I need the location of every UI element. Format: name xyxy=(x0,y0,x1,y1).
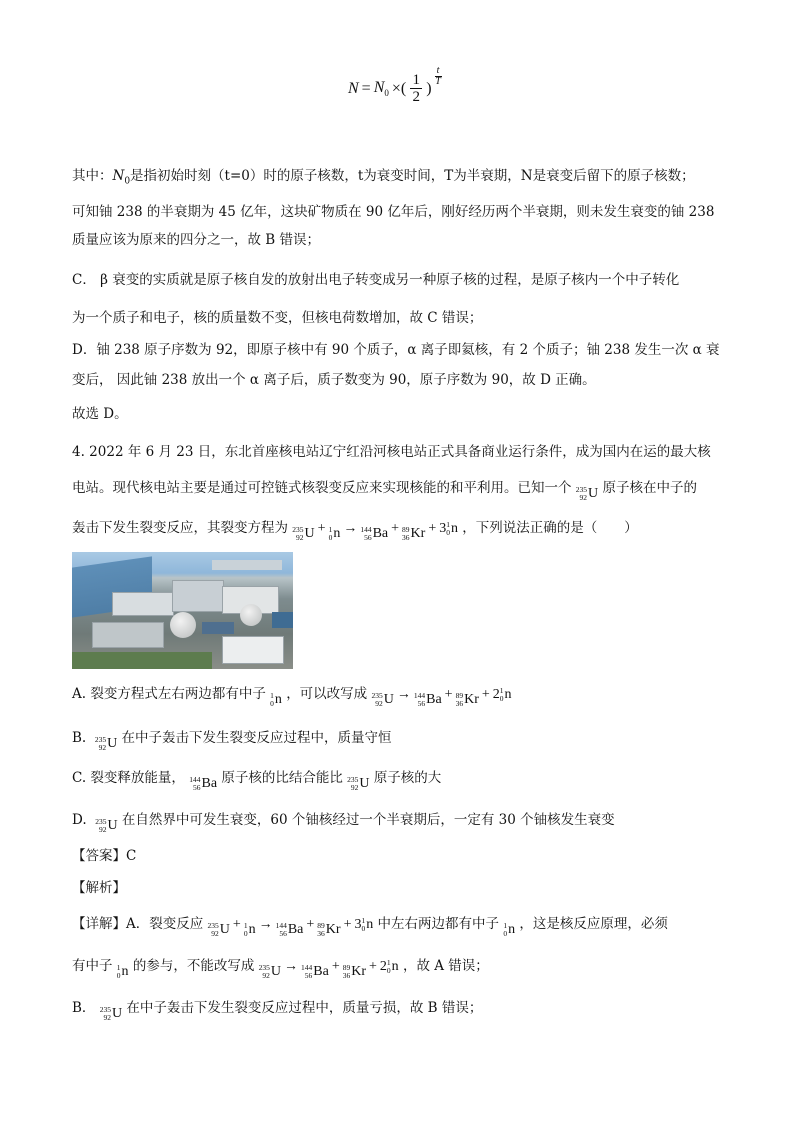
option-a: A. 裂变方程式左右两边都有中子 1 0 n ，可以改写成 235 92 U → 144 56 Ba + 89 36 Kr + 2 1 0 n xyxy=(72,686,512,708)
detail-line3: B． 235 92 U 在中子轰击下发生裂变反应过程中，质量亏损，故 B 错误； xyxy=(72,1000,483,1022)
formula-fraction: $\frac{1}{2}$ xyxy=(410,72,422,105)
para-half-life-line1: 可知铀 238 的半衰期为 45 亿年，这块矿物质在 90 亿年后，刚好经历两个半衰期，则未发生衰变的铀 238 xyxy=(72,204,715,220)
answer-label: 【答案】C xyxy=(72,848,137,864)
explain-d-line2: 变后， 因此铀 238 放出一个 α 离子后，质子数变为 90，原子序数为 90，故 D 正确。 xyxy=(72,372,596,388)
nuclide-u235: 235 92 U xyxy=(575,485,599,502)
para-n0-definition: 其中：$N_0$是指初始时刻（t=0）时的原子核数，t为衰变时间，T为半衰期，N是衰变后留下的原子核数； xyxy=(72,168,695,187)
formula-n0: $N_0$ xyxy=(373,78,389,99)
explain-c-line2: 为一个质子和电子，核的质量数不变，但核电荷数增加，故 C 错误； xyxy=(72,310,483,326)
formula-close: ) xyxy=(426,79,432,97)
explain-d-line1: D．铀 238 原子序数为 92，即原子核中有 90 个质子，α 离子即氦核，有 2 个质子；铀 238 发生一次 α 衰 xyxy=(72,342,720,358)
q4-line3: 轰击下发生裂变反应，其裂变方程为 235 92 U + 1 0 n → 144 56 Ba + 89 36 Kr + 3 1 0 n ，下列说法正确的是（ ） xyxy=(72,520,638,542)
nuclear-plant-photo xyxy=(72,552,293,669)
para-half-life-line2: 质量应该为原来的四分之一，故 B 错误； xyxy=(72,232,321,248)
formula-exponent: t T xyxy=(435,65,441,87)
explain-c-line1: C． β 衰变的实质就是原子核自发的放射出电子转变成另一种原子核的过程，是原子核内一个中子转化 xyxy=(72,272,680,288)
formula-times: ×( xyxy=(391,79,407,97)
fission-equation: 235 92 U + 1 0 n → 144 56 Ba + 89 36 Kr + 3 1 0 n xyxy=(292,520,458,542)
choose-answer: 故选 D。 xyxy=(72,406,128,422)
detail-line1: 【详解】A．裂变反应 235 92 U + 1 0 n → 144 56 Ba + 89 36 Kr + 3 1 0 n 中左右两边都有中子 1 0 n ，这是核反应原理，必须 xyxy=(72,916,668,938)
formula-n: N xyxy=(348,79,359,97)
q4-line2: 电站。现代核电站主要是通过可控链式核裂变反应来实现核能的和平利用。已知一个 235 92 U 原子核在中子的 xyxy=(72,480,697,502)
option-b: B. 235 92 U 在中子轰击下发生裂变反应过程中，质量守恒 xyxy=(72,730,392,752)
half-life-formula xyxy=(348,65,442,105)
analysis-label: 【解析】 xyxy=(72,880,126,896)
option-c: C. 裂变释放能量， 144 56 Ba 原子核的比结合能比 235 92 U 原子核的大 xyxy=(72,770,442,792)
q4-line1: 4. 2022 年 6 月 23 日，东北首座核电站辽宁红沿河核电站正式具备商业运行条件，成为国内在运的最大核 xyxy=(72,444,711,460)
formula-equals: = xyxy=(361,79,371,97)
option-d: D. 235 92 U 在自然界中可发生衰变，60 个铀核经过一个半衰期后，一定有 30 个铀核发生衰变 xyxy=(72,812,615,834)
detail-line2: 有中子 1 0 n 的参与，不能改写成 235 92 U → 144 56 Ba + 89 36 Kr + 2 1 0 n ，故 A 错误； xyxy=(72,958,489,980)
